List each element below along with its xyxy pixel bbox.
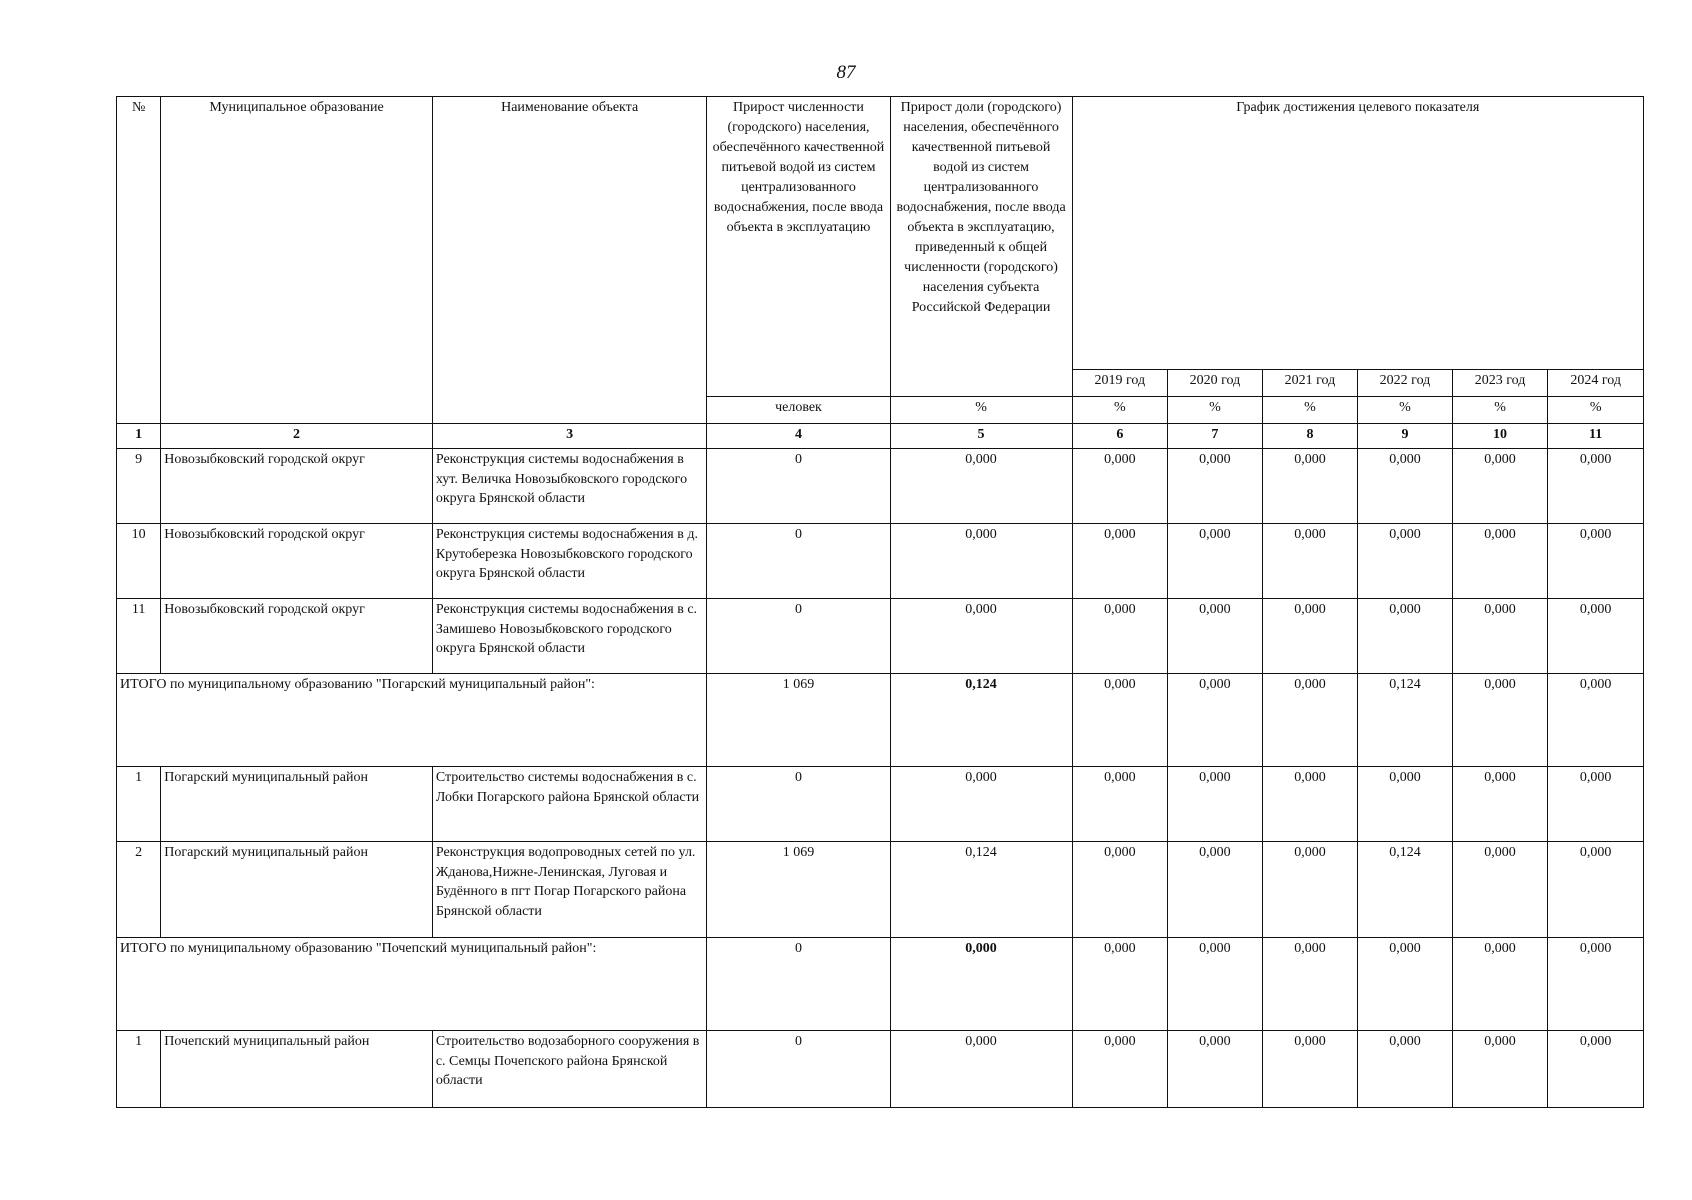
row-year-value: 0,000	[1358, 599, 1453, 674]
unit-percent: %	[890, 397, 1072, 424]
row-share-growth: 0,000	[890, 599, 1072, 674]
column-number: 2	[161, 424, 433, 449]
row-year-value: 0,000	[1452, 842, 1548, 938]
header-year: 2023 год	[1452, 370, 1548, 397]
table-row	[117, 524, 1644, 599]
row-object: Реконструкция системы водоснабжения в д. Крутоберезка Новозыбковского городского округа Брянской области	[432, 524, 707, 599]
table-row	[117, 767, 1644, 842]
row-year-value: 0,000	[1072, 767, 1168, 842]
subtotal-pop-growth: 0	[707, 938, 890, 1031]
row-year-value: 0,000	[1548, 599, 1644, 674]
row-year-value: 0,000	[1548, 449, 1644, 524]
column-number: 3	[432, 424, 707, 449]
row-year-value: 0,000	[1262, 842, 1358, 938]
row-object: Реконструкция системы водоснабжения в с. Замишево Новозыбковского городского округа Брянской области	[432, 599, 707, 674]
subtotal-label: ИТОГО по муниципальному образованию "Погарский муниципальный район":	[117, 674, 707, 767]
row-number: 2	[117, 842, 161, 938]
row-number: 11	[117, 599, 161, 674]
subtotal-row	[117, 938, 1644, 1031]
column-number: 9	[1358, 424, 1453, 449]
subtotal-year-value: 0,000	[1548, 938, 1644, 1031]
header-pop-growth: Прирост численности (городского) населения, обеспечённого качественной питьевой водой из систем централизованного водоснабжения, после ввода объекта в эксплуатацию	[707, 97, 890, 397]
row-municipality: Погарский муниципальный район	[161, 767, 433, 842]
subtotal-year-value: 0,000	[1168, 938, 1263, 1031]
row-pop-growth: 0	[707, 1031, 890, 1108]
row-year-value: 0,000	[1168, 842, 1263, 938]
column-numbers-row	[117, 424, 1644, 449]
subtotal-year-value: 0,000	[1452, 938, 1548, 1031]
row-pop-growth: 0	[707, 599, 890, 674]
unit-percent: %	[1072, 397, 1168, 424]
subtotal-year-value: 0,000	[1452, 674, 1548, 767]
row-year-value: 0,000	[1548, 524, 1644, 599]
table-row	[117, 1031, 1644, 1108]
subtotal-label: ИТОГО по муниципальному образованию "Почепский муниципальный район":	[117, 938, 707, 1031]
row-object: Реконструкция системы водоснабжения в хут. Величка Новозыбковского городского округа Брянской области	[432, 449, 707, 524]
row-year-value: 0,000	[1358, 767, 1453, 842]
row-object: Строительство водозаборного сооружения в с. Семцы Почепского района Брянской области	[432, 1031, 707, 1108]
row-municipality: Новозыбковский городской округ	[161, 599, 433, 674]
row-year-value: 0,000	[1168, 1031, 1263, 1108]
row-year-value: 0,000	[1548, 1031, 1644, 1108]
header-year: 2019 год	[1072, 370, 1168, 397]
table-row	[117, 599, 1644, 674]
row-number: 10	[117, 524, 161, 599]
header-year: 2020 год	[1168, 370, 1263, 397]
row-pop-growth: 0	[707, 524, 890, 599]
row-year-value: 0,000	[1358, 449, 1453, 524]
target-indicator-table	[116, 96, 1644, 1108]
row-pop-growth: 0	[707, 449, 890, 524]
row-object: Реконструкция водопроводных сетей по ул. Жданова,Нижне-Ленинская, Луговая и Будённого в пгт Погар Погарского района Брянской области	[432, 842, 707, 938]
column-number: 10	[1452, 424, 1548, 449]
subtotal-year-value: 0,000	[1168, 674, 1263, 767]
header-share-growth: Прирост доли (городского) населения, обеспечённого качественной питьевой водой из систем централизованного водоснабжения, после ввода объекта в эксплуатацию, приведенный к общей численности (городского) населения субъекта Российской Федерации	[890, 97, 1072, 397]
column-number: 4	[707, 424, 890, 449]
row-share-growth: 0,000	[890, 1031, 1072, 1108]
row-year-value: 0,000	[1168, 524, 1263, 599]
header-year: 2024 год	[1548, 370, 1644, 397]
subtotal-pop-growth: 1 069	[707, 674, 890, 767]
row-year-value: 0,000	[1262, 449, 1358, 524]
unit-people: человек	[707, 397, 890, 424]
row-year-value: 0,000	[1072, 842, 1168, 938]
column-number: 5	[890, 424, 1072, 449]
subtotal-year-value: 0,000	[1548, 674, 1644, 767]
row-year-value: 0,000	[1168, 599, 1263, 674]
row-year-value: 0,000	[1262, 524, 1358, 599]
row-year-value: 0,000	[1072, 524, 1168, 599]
column-number: 7	[1168, 424, 1263, 449]
row-year-value: 0,000	[1262, 1031, 1358, 1108]
row-municipality: Погарский муниципальный район	[161, 842, 433, 938]
row-year-value: 0,000	[1452, 524, 1548, 599]
row-year-value: 0,000	[1452, 449, 1548, 524]
subtotal-year-value: 0,000	[1072, 674, 1168, 767]
unit-percent: %	[1168, 397, 1263, 424]
row-year-value: 0,000	[1452, 767, 1548, 842]
row-share-growth: 0,124	[890, 842, 1072, 938]
subtotal-year-value: 0,000	[1072, 938, 1168, 1031]
column-number: 1	[117, 424, 161, 449]
unit-percent: %	[1548, 397, 1644, 424]
row-year-value: 0,000	[1452, 599, 1548, 674]
subtotal-share-growth: 0,124	[890, 674, 1072, 767]
header-year: 2022 год	[1358, 370, 1453, 397]
row-municipality: Почепский муниципальный район	[161, 1031, 433, 1108]
header-year: 2021 год	[1262, 370, 1358, 397]
row-year-value: 0,000	[1072, 599, 1168, 674]
row-number: 9	[117, 449, 161, 524]
row-year-value: 0,000	[1358, 1031, 1453, 1108]
row-year-value: 0,000	[1262, 767, 1358, 842]
column-number: 11	[1548, 424, 1644, 449]
row-object: Строительство системы водоснабжения в с. Лобки Погарского района Брянской области	[432, 767, 707, 842]
row-municipality: Новозыбковский городской округ	[161, 449, 433, 524]
row-year-value: 0,000	[1548, 842, 1644, 938]
row-share-growth: 0,000	[890, 449, 1072, 524]
row-year-value: 0,000	[1358, 524, 1453, 599]
subtotal-year-value: 0,000	[1262, 674, 1358, 767]
row-year-value: 0,000	[1072, 1031, 1168, 1108]
subtotal-year-value: 0,124	[1358, 674, 1453, 767]
row-year-value: 0,000	[1072, 449, 1168, 524]
header-schedule: График достижения целевого показателя	[1072, 97, 1643, 370]
row-municipality: Новозыбковский городской округ	[161, 524, 433, 599]
row-share-growth: 0,000	[890, 524, 1072, 599]
unit-percent: %	[1358, 397, 1453, 424]
row-year-value: 0,000	[1262, 599, 1358, 674]
unit-percent: %	[1262, 397, 1358, 424]
row-year-value: 0,000	[1168, 449, 1263, 524]
header-row	[117, 97, 1644, 370]
row-pop-growth: 0	[707, 767, 890, 842]
subtotal-row	[117, 674, 1644, 767]
table-row	[117, 449, 1644, 524]
row-share-growth: 0,000	[890, 767, 1072, 842]
subtotal-share-growth: 0,000	[890, 938, 1072, 1031]
row-year-value: 0,124	[1358, 842, 1453, 938]
header-municipality: Муниципальное образование	[161, 97, 433, 424]
header-object: Наименование объекта	[432, 97, 707, 424]
row-number: 1	[117, 1031, 161, 1108]
column-number: 8	[1262, 424, 1358, 449]
row-year-value: 0,000	[1168, 767, 1263, 842]
subtotal-year-value: 0,000	[1262, 938, 1358, 1031]
table-row	[117, 842, 1644, 938]
row-year-value: 0,000	[1452, 1031, 1548, 1108]
page-number: 87	[836, 62, 856, 83]
column-number: 6	[1072, 424, 1168, 449]
header-no: №	[117, 97, 161, 424]
subtotal-year-value: 0,000	[1358, 938, 1453, 1031]
row-pop-growth: 1 069	[707, 842, 890, 938]
row-year-value: 0,000	[1548, 767, 1644, 842]
row-number: 1	[117, 767, 161, 842]
unit-percent: %	[1452, 397, 1548, 424]
